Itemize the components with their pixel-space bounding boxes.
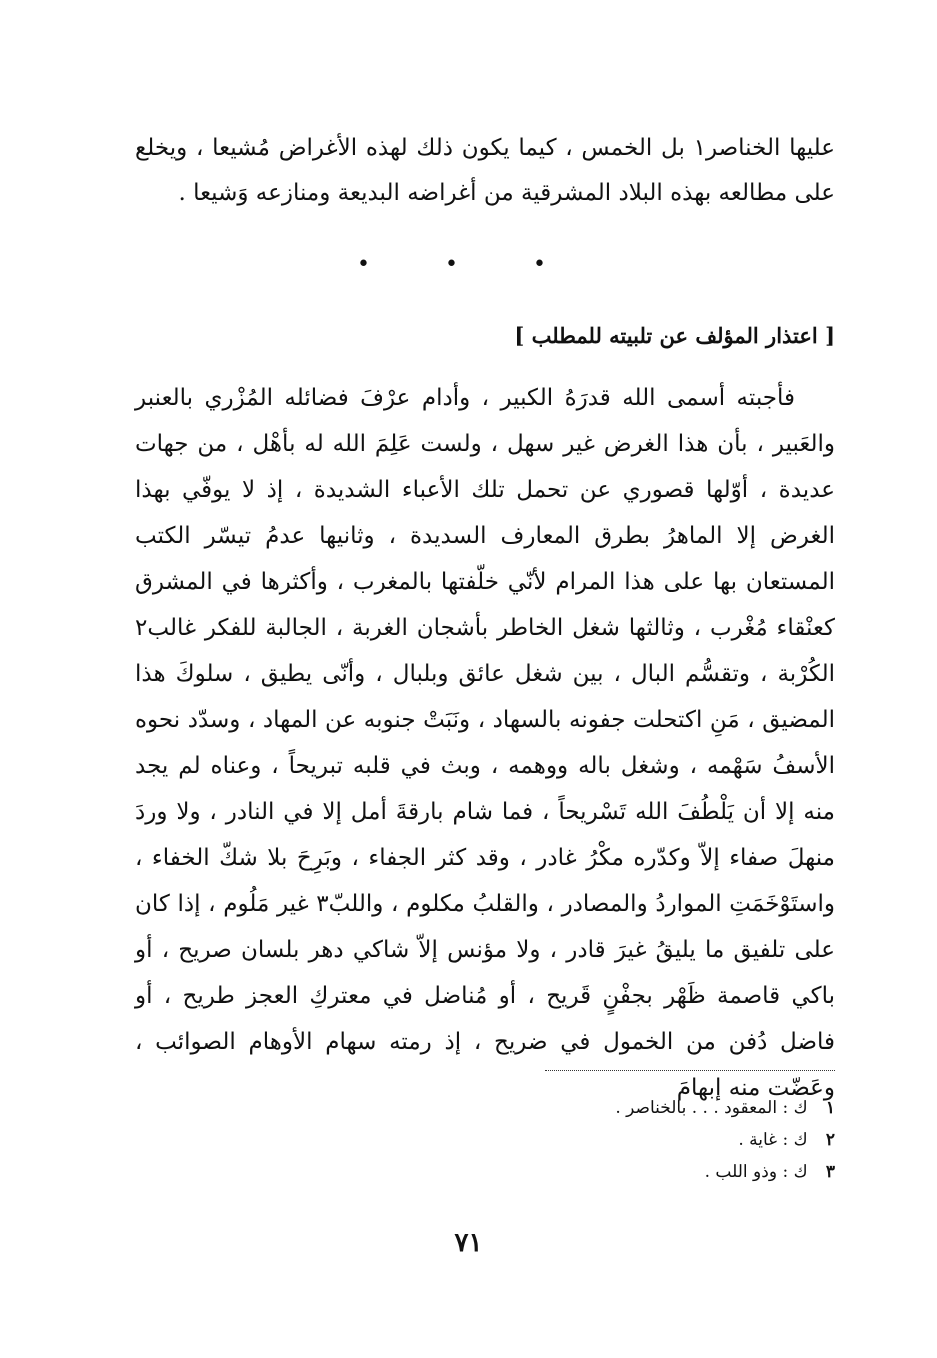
footnote-2 — [615, 1124, 835, 1156]
footnote-text: ك : غاية . — [738, 1130, 808, 1150]
footnotes — [615, 1092, 835, 1188]
section-separator: • • • — [357, 252, 580, 277]
footnote-number: ٢ — [825, 1130, 835, 1150]
footnote-number: ١ — [825, 1098, 835, 1118]
main-paragraph: فأجبته أسمى الله قدرَهُ الكبير ، وأدام عرْفَ فضائله المُزْري بالعنبر والعَبير ، بأن هذا الغرض غير سهل ، ولست عَلِمَ الله له بأهْل ، من جهات عديدة ، أوّلها قصوري عن تحمل تلك الأعباء الشديدة ، إذ لا يوفّي بهذا الغرض إلا الماهرُ بطرق المعارف السديدة ، وثانيها عدمُ تيسّر الكتب المستعان بها على هذا المرام لأنّي خلّفتها بالمغرب ، وأكثرها في المشرق كعنْقاء مُغْرب ، وثالثها شغل الخاطر بأشجان الغربة ، الجالبة للفكر غالب٢ الكُرْبة ، وتقسُّم البال ، بين شغل عائق وبلبال ، وأنّى يطيق ، سلوكَ هذا المضيق ، مَنِ اكتحلت جفونه بالسهاد ، ونَبَتْ جنوبه عن المهاد ، وسدّد نحوه الأسفُ سَهْمه ، وشغل باله ووهمه ، وبث في قلبه تبريحاً ، وعناه لم يجد منه إلا أن يَلْطُفَ الله تَسْريحاً ، فما شام بارقةَ أمل إلا في النادر ، ولا وردَ منهلَ صفاء إلاّ وكدّره مكْرُ غادر ، وقد كثر الجفاء ، وبَرِحَ بلا شكّ الخفاء ، واستَوْخَمَتِ المواردُ والمصادر ، والقلبُ مكلوم ، واللبّ٣ غير مَلُوم ، إذا كان على تلفيق ما يليقُ غيرَ قادر ، ولا مؤنس إلاّ شاكي دهر بلسان صريح ، أو باكي قاصمة ظَهْر بجفْنٍ قَريح ، أو مُناضل في معتركِ العجز طريح ، أو فاضل دُفن من الخمول في ضريح ، إذ رمته سهام الأوهام الصوائب ، وعَضّت منه إبهامَ — [135, 385, 835, 1101]
continuation-paragraph: عليها الخناصر١ بل الخمس ، كيما يكون ذلك لهذه الأغراض مُشيعا ، ويخلع على مطالعه بهذه البلاد المشرقية من أغراضه البديعة ومنازعه وَشيعا . — [135, 135, 835, 206]
footnote-3 — [615, 1156, 835, 1188]
footnote-divider — [545, 1070, 835, 1071]
footnote-1 — [615, 1092, 835, 1124]
page-number: ٧١ — [454, 1228, 483, 1258]
section-heading: [ اعتذار المؤلف عن تلبيته للمطلب ] — [514, 323, 835, 348]
footnote-number: ٣ — [825, 1162, 835, 1182]
footnote-text: ك : وذو اللب . — [704, 1162, 808, 1182]
footnote-text: ك : المعقود . . . بالخناصر . — [615, 1098, 808, 1118]
